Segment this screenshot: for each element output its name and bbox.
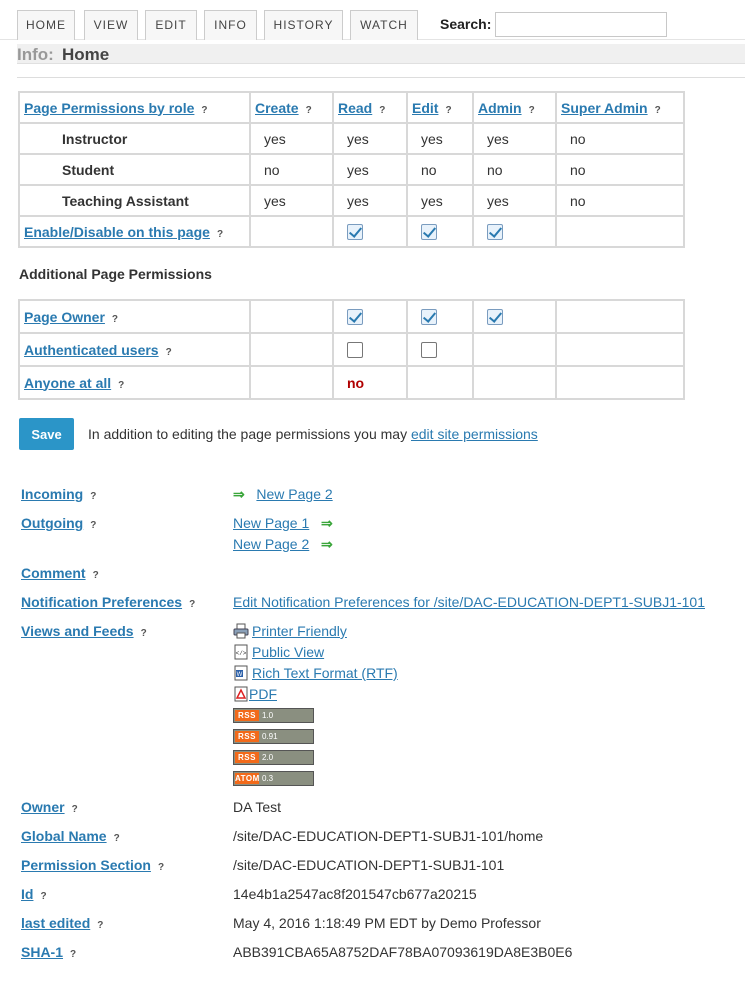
public-view-link[interactable]: Public View — [252, 644, 325, 660]
tab-history[interactable]: HISTORY — [264, 10, 343, 40]
perm-value: no — [556, 154, 684, 185]
outgoing-label[interactable]: Outgoing — [21, 515, 84, 531]
help-icon[interactable]: ? — [118, 379, 125, 391]
search-label: Search: — [440, 16, 492, 32]
help-icon[interactable]: ? — [654, 104, 661, 116]
printer-icon — [233, 623, 249, 639]
perm-value: yes — [333, 154, 407, 185]
rss-1-0-feed-badge[interactable] — [233, 708, 314, 723]
owner-admin-checkbox[interactable] — [487, 309, 503, 325]
role-name: Teaching Assistant — [19, 185, 250, 216]
anyone-read-value: no — [347, 374, 365, 391]
pdf-link[interactable]: PDF — [249, 686, 277, 702]
badge-version: 1.0 — [262, 711, 274, 720]
header-edit[interactable]: Edit — [412, 99, 439, 116]
sha1-label[interactable]: SHA-1 — [21, 944, 64, 960]
rtf-icon — [233, 665, 249, 681]
role-permissions-table — [18, 91, 685, 248]
authenticated-edit-checkbox[interactable] — [421, 342, 437, 358]
help-icon[interactable]: ? — [445, 104, 452, 116]
help-icon[interactable]: ? — [165, 346, 172, 358]
help-icon[interactable]: ? — [113, 833, 120, 844]
svg-text:W: W — [236, 672, 243, 678]
rss-2-0-feed-badge[interactable] — [233, 750, 314, 765]
outgoing-page-link[interactable]: New Page 1 — [233, 515, 310, 531]
table-row — [19, 300, 684, 333]
header-read[interactable]: Read — [338, 99, 373, 116]
printer-friendly-link[interactable]: Printer Friendly — [252, 623, 347, 639]
perm-value: yes — [250, 185, 333, 216]
edit-notification-preferences-link[interactable]: Edit Notification Preferences for /site/DAC-EDUCATION-DEPT1-SUBJ1-101 — [233, 594, 705, 610]
incoming-arrow-icon: ⇒ — [233, 486, 245, 502]
perm-value: yes — [407, 185, 473, 216]
comment-label[interactable]: Comment — [21, 565, 86, 581]
page-title-prefix: Info: — [17, 45, 54, 64]
title-divider — [17, 77, 745, 78]
perm-value: yes — [333, 123, 407, 154]
help-icon[interactable]: ? — [528, 104, 535, 116]
perm-value: no — [407, 154, 473, 185]
owner-value: DA Test — [233, 799, 281, 815]
owner-label[interactable]: Owner — [21, 799, 65, 815]
help-icon[interactable]: ? — [189, 599, 196, 610]
perm-value: no — [250, 154, 333, 185]
views-and-feeds-label[interactable]: Views and Feeds — [21, 623, 134, 639]
badge-type: RSS — [235, 731, 259, 742]
badge-type: ATOM — [235, 774, 260, 783]
help-icon[interactable]: ? — [140, 628, 147, 639]
tab-edit[interactable]: EDIT — [145, 10, 197, 40]
table-row — [19, 333, 684, 366]
enable-disable-link[interactable]: Enable/Disable on this page — [24, 223, 210, 240]
edit-site-permissions-link[interactable]: edit site permissions — [410, 426, 538, 442]
page-title-name: Home — [62, 45, 110, 64]
badge-version: 0.91 — [262, 732, 278, 741]
help-icon[interactable]: ? — [70, 949, 77, 960]
incoming-label[interactable]: Incoming — [21, 486, 84, 502]
enable-edit-checkbox[interactable] — [421, 224, 437, 240]
badge-type: RSS — [235, 752, 259, 763]
help-icon[interactable]: ? — [71, 804, 78, 815]
tab-watch[interactable]: WATCH — [350, 10, 418, 40]
permission-section-value: /site/DAC-EDUCATION-DEPT1-SUBJ1-101 — [233, 857, 505, 873]
outgoing-arrow-icon: ⇒ — [320, 536, 333, 552]
notification-preferences-label[interactable]: Notification Preferences — [21, 594, 183, 610]
sha1-value: ABB391CBA65A8752DAF78BA07093619DA8E3B0E6 — [233, 944, 573, 960]
global-name-label[interactable]: Global Name — [21, 828, 107, 844]
authenticated-users-link[interactable]: Authenticated users — [24, 341, 159, 358]
help-icon[interactable]: ? — [201, 104, 208, 116]
perm-value: yes — [407, 123, 473, 154]
perm-value: yes — [333, 185, 407, 216]
anyone-at-all-link[interactable]: Anyone at all — [24, 374, 112, 391]
table-header-row — [19, 92, 684, 123]
owner-edit-checkbox[interactable] — [421, 309, 437, 325]
save-note-text: In addition to editing the page permissions you may — [88, 426, 408, 442]
page-owner-link[interactable]: Page Owner — [24, 308, 105, 325]
pdf-icon — [233, 686, 249, 702]
header-page-permissions-by-role[interactable]: Page Permissions by role — [24, 99, 195, 116]
help-icon[interactable]: ? — [379, 104, 386, 116]
search-input[interactable] — [495, 12, 667, 37]
header-create[interactable]: Create — [255, 99, 299, 116]
outgoing-page-link[interactable]: New Page 2 — [233, 536, 310, 552]
header-super-admin[interactable]: Super Admin — [561, 99, 648, 116]
badge-type: RSS — [235, 710, 259, 721]
enable-admin-checkbox[interactable] — [487, 224, 503, 240]
last-edited-value: May 4, 2016 1:18:49 PM EDT by Demo Professor — [233, 915, 541, 931]
incoming-page-link[interactable]: New Page 2 — [256, 486, 333, 502]
perm-value: no — [556, 185, 684, 216]
help-icon[interactable]: ? — [111, 313, 119, 325]
header-admin[interactable]: Admin — [478, 99, 522, 116]
save-button[interactable]: Save — [19, 418, 74, 450]
global-name-value: /site/DAC-EDUCATION-DEPT1-SUBJ1-101/home — [233, 828, 544, 844]
table-row — [19, 123, 684, 154]
additional-permissions-heading: Additional Page Permissions — [19, 266, 212, 282]
id-value: 14e4b1a2547ac8f201547cb677a20215 — [233, 886, 477, 902]
owner-read-checkbox[interactable] — [347, 309, 363, 325]
perm-value: yes — [473, 123, 556, 154]
table-row — [19, 185, 684, 216]
table-row — [19, 154, 684, 185]
atom-0-3-feed-badge[interactable] — [233, 771, 314, 786]
id-label[interactable]: Id — [21, 886, 34, 902]
tab-info[interactable]: INFO — [204, 10, 257, 40]
help-icon[interactable]: ? — [97, 920, 104, 931]
svg-text:</>: </> — [235, 650, 247, 657]
tab-view[interactable]: VIEW — [84, 10, 138, 40]
help-icon[interactable]: ? — [157, 862, 165, 873]
help-icon[interactable]: ? — [92, 570, 99, 581]
save-note — [88, 426, 538, 442]
role-name: Student — [19, 154, 250, 185]
enable-read-checkbox[interactable] — [347, 224, 363, 240]
perm-value: no — [556, 123, 684, 154]
perm-value: yes — [250, 123, 333, 154]
permission-section-label[interactable]: Permission Section — [21, 857, 151, 873]
authenticated-read-checkbox[interactable] — [347, 342, 363, 358]
rss-0-91-feed-badge[interactable] — [233, 729, 314, 744]
page-title — [17, 44, 745, 64]
perm-value: no — [473, 154, 556, 185]
table-row — [19, 366, 684, 399]
additional-permissions-table — [18, 299, 685, 400]
help-icon[interactable]: ? — [40, 891, 47, 902]
help-icon[interactable]: ? — [216, 228, 224, 240]
help-icon[interactable]: ? — [90, 520, 97, 531]
top-toolbar — [0, 0, 745, 40]
role-name: Instructor — [19, 123, 250, 154]
last-edited-label[interactable]: last edited — [21, 915, 91, 931]
badge-version: 0.3 — [262, 774, 274, 783]
table-row — [19, 216, 684, 247]
public-view-icon — [233, 644, 249, 660]
perm-value: yes — [473, 185, 556, 216]
help-icon[interactable]: ? — [305, 104, 312, 116]
badge-version: 2.0 — [262, 753, 274, 762]
rtf-link[interactable]: Rich Text Format (RTF) — [252, 665, 398, 681]
help-icon[interactable]: ? — [90, 491, 97, 502]
tab-home[interactable]: HOME — [17, 10, 75, 40]
outgoing-arrow-icon: ⇒ — [320, 515, 333, 531]
